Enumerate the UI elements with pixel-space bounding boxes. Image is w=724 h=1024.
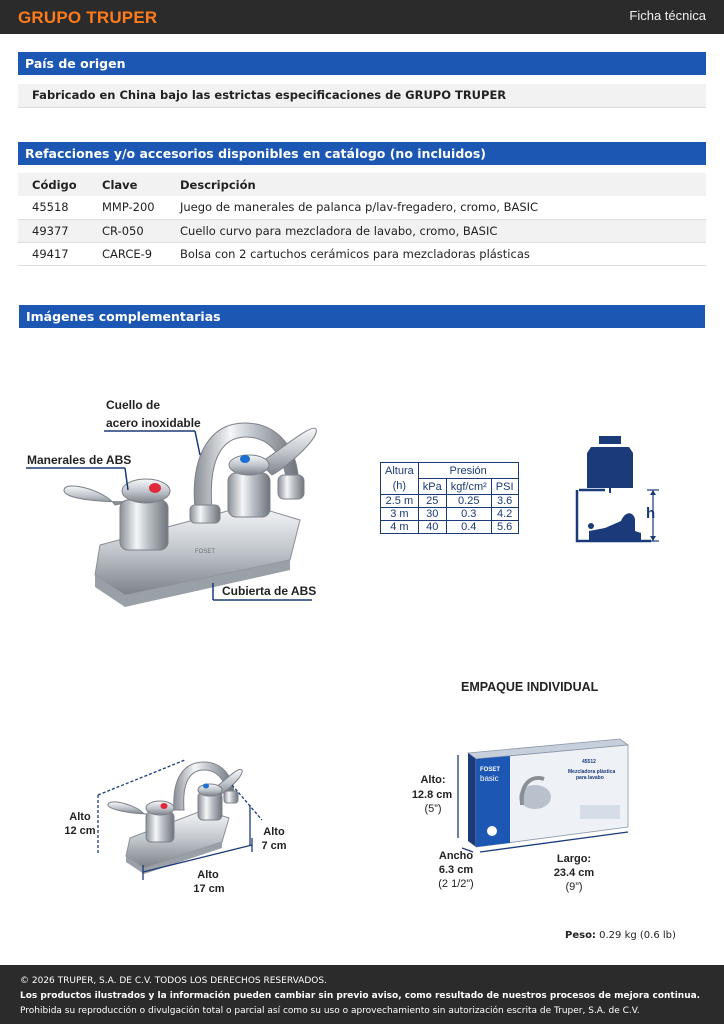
pressure-header-altura: Altura xyxy=(381,463,419,479)
pressure-header-kpa: kPa xyxy=(418,479,446,495)
callout-handles: Manerales de ABS xyxy=(27,453,132,467)
footer-notice: Los productos ilustrados y la información pueden cambiar sin previo aviso, como resultado de nuestros procesos de mejora continua. xyxy=(20,991,701,1001)
pressure-header-presion: Presión xyxy=(418,463,518,479)
dim-alto2-value: 7 cm xyxy=(261,840,287,852)
height-label: h xyxy=(646,505,656,522)
pkg-alto-in: (5”) xyxy=(424,803,442,815)
table-cell: 49417 xyxy=(18,242,88,265)
section-title-parts: Refacciones y/o accesorios disponibles en catálogo (no incluidos) xyxy=(18,142,706,165)
pressure-cell: 0.3 xyxy=(446,508,491,521)
table-cell: CR-050 xyxy=(88,219,166,242)
package-title: EMPAQUE INDIVIDUAL xyxy=(461,680,599,694)
table-cell: Juego de manerales de palanca p/lav-fregadero, cromo, BASIC xyxy=(166,196,706,219)
box-brand: FOSET xyxy=(480,767,501,773)
pkg-largo-in: (9”) xyxy=(565,881,583,893)
dim-alto3-value: 17 cm xyxy=(193,883,225,895)
column-header: Clave xyxy=(88,173,166,196)
pkg-largo-label: Largo: xyxy=(556,853,592,865)
box-line: basic xyxy=(480,774,499,783)
dim-alto1-value: 12 cm xyxy=(64,825,96,837)
pressure-header-h: (h) xyxy=(381,479,419,495)
callout-cover: Cubierta de ABS xyxy=(222,584,317,598)
pressure-cell: 30 xyxy=(418,508,446,521)
pressure-cell: 25 xyxy=(418,495,446,508)
column-header: Descripción xyxy=(166,173,706,196)
table-cell: MMP-200 xyxy=(88,196,166,219)
pkg-alto-label: Alto: xyxy=(420,774,446,786)
callout-neck-line2: acero inoxidable xyxy=(106,416,201,430)
faucet-brand-mark: FOSET xyxy=(195,549,216,555)
dim-alto3-label: Alto xyxy=(197,869,219,881)
pkg-alto-cm: 12.8 cm xyxy=(411,789,453,801)
pressure-cell: 3 m xyxy=(381,508,419,521)
brand-logo: GRUPO TRUPER xyxy=(18,8,158,27)
pressure-cell: 0.25 xyxy=(446,495,491,508)
pressure-cell: 5.6 xyxy=(491,521,518,534)
table-cell: Cuello curvo para mezcladora de lavabo, cromo, BASIC xyxy=(166,219,706,242)
footer-prohibition: Prohibida su reproducción o divulgación total o parcial así como su uso o aprovechamiento sin autorización escrita de Truper, S.A. de C.V. xyxy=(20,1006,640,1016)
pressure-cell: 4 m xyxy=(381,521,419,534)
pkg-ancho-label: Ancho xyxy=(438,850,474,862)
box-title-line2: para lavabo xyxy=(576,775,604,781)
footer xyxy=(0,965,724,1024)
weight-value: 0.29 kg (0.6 lb) xyxy=(599,930,676,941)
pkg-largo-cm: 23.4 cm xyxy=(553,867,595,879)
footer-copyright: © 2026 TRUPER, S.A. DE C.V. TODOS LOS DERECHOS RESERVADOS. xyxy=(20,976,327,986)
table-cell: Bolsa con 2 cartuchos cerámicos para mezcladoras plásticas xyxy=(166,242,706,265)
weight-info xyxy=(565,930,676,941)
callout-neck-line1: Cuello de xyxy=(106,398,161,412)
pressure-header-psi: PSI xyxy=(491,479,518,495)
doc-type-label: Ficha técnica xyxy=(629,8,706,23)
table-cell: 45518 xyxy=(18,196,88,219)
pkg-ancho-in: (2 1/2”) xyxy=(438,878,474,890)
pressure-cell: 4.2 xyxy=(491,508,518,521)
pressure-cell: 2.5 m xyxy=(381,495,419,508)
pressure-cell: 40 xyxy=(418,521,446,534)
table-cell: CARCE-9 xyxy=(88,242,166,265)
section-title-images: Imágenes complementarias xyxy=(19,305,705,328)
dim-alto2-label: Alto xyxy=(263,826,285,838)
pressure-cell: 0.4 xyxy=(446,521,491,534)
section-title-origin: País de origen xyxy=(18,52,706,75)
pressure-header-kgf: kgf/cm² xyxy=(446,479,491,495)
pkg-ancho-cm: 6.3 cm xyxy=(438,864,474,876)
dim-alto1-label: Alto xyxy=(69,811,91,823)
box-title-line1: Mezcladora plástica xyxy=(568,769,616,775)
column-header: Código xyxy=(18,173,88,196)
origin-text: Fabricado en China bajo las estrictas especificaciones de GRUPO TRUPER xyxy=(18,84,706,108)
weight-label: Peso: xyxy=(565,930,596,941)
table-cell: 49377 xyxy=(18,219,88,242)
pressure-cell: 3.6 xyxy=(491,495,518,508)
box-code: 45512 xyxy=(582,759,596,765)
